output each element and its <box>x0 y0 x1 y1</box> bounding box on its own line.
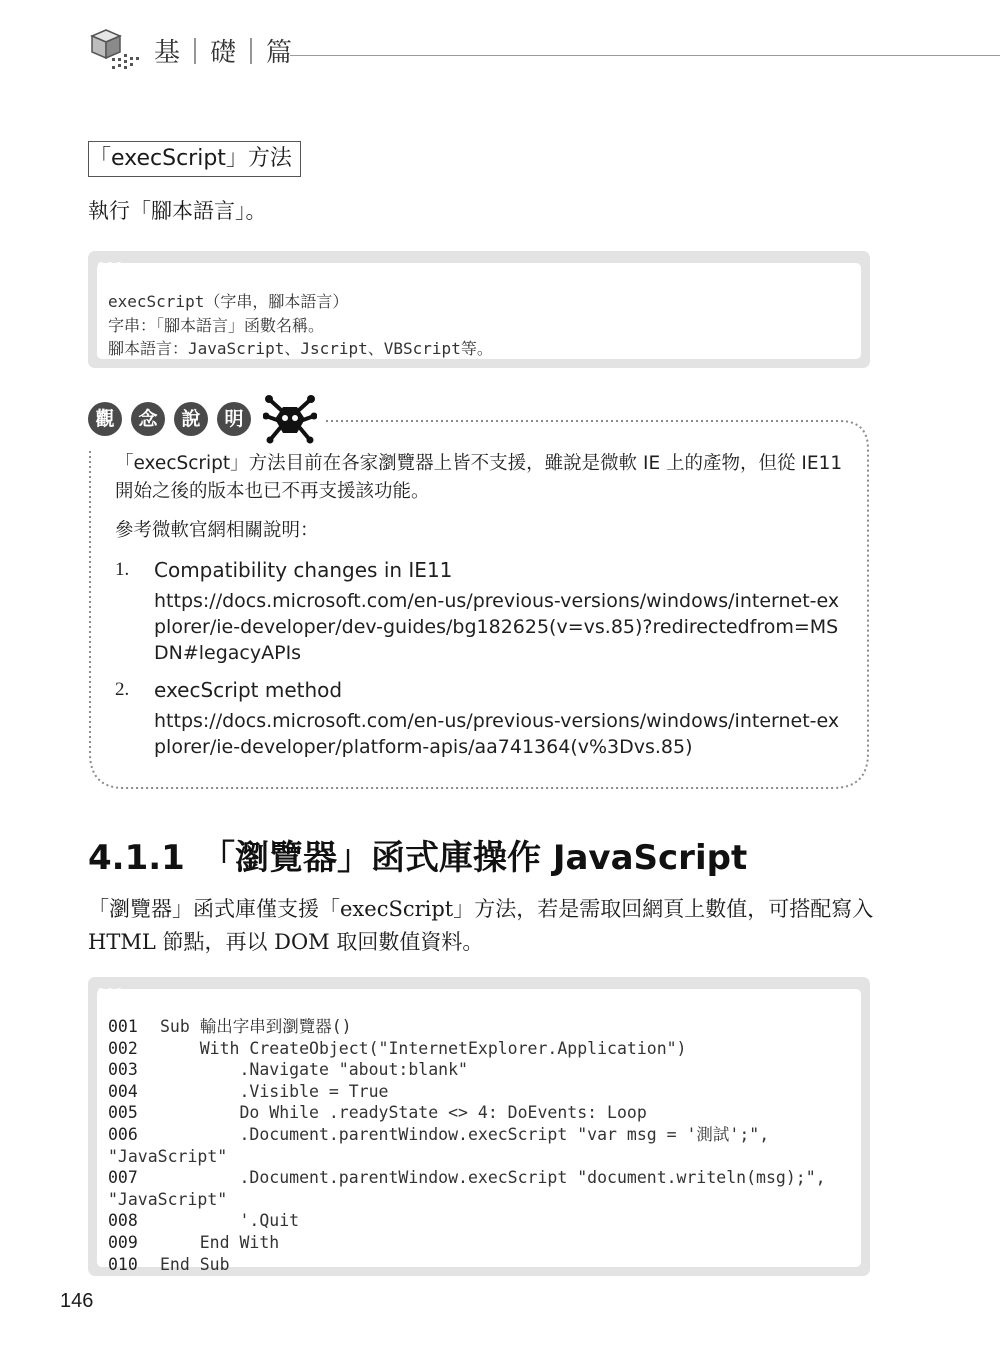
code-text: .Navigate "about:blank" <box>160 1060 468 1080</box>
section-title-text: 「瀏覽器」函式庫操作 JavaScript <box>201 838 748 878</box>
chapter-header-title: 基｜礎｜篇 <box>154 38 295 68</box>
syntax-line: 腳本語言：JavaScript、Jscript、VBScript等。 <box>108 339 493 358</box>
bug-icon <box>263 394 317 444</box>
badge-ming: 明 <box>217 402 251 436</box>
header-rule <box>290 55 1000 56</box>
reference-url[interactable]: https://docs.microsoft.com/en-us/previous-versions/windows/internet-explorer/ie-developer/platform-apis/aa741364(v%3Dvs.85) <box>154 710 840 758</box>
reference-title: execScript method <box>154 678 343 702</box>
line-number: 009 <box>108 1232 138 1252</box>
page-number: 146 <box>60 1290 94 1312</box>
chapter-header <box>88 26 1000 78</box>
code-line <box>108 1059 861 1081</box>
code-line <box>108 1210 861 1232</box>
badge-nian: 念 <box>131 402 165 436</box>
code-listing <box>88 977 870 1276</box>
code-line <box>108 1124 861 1146</box>
line-number: 008 <box>108 1211 138 1231</box>
section-number: 4.1.1 <box>88 838 185 878</box>
syntax-box <box>88 251 870 368</box>
code-line <box>108 1102 861 1124</box>
code-text: .Document.parentWindow.execScript "document.writeln(msg);", <box>160 1168 826 1188</box>
code-line <box>108 1016 861 1038</box>
line-number: 004 <box>108 1081 138 1101</box>
badge-guan: 觀 <box>88 402 122 436</box>
code-line <box>108 1038 861 1060</box>
code-line <box>108 1081 861 1103</box>
reference-item <box>115 555 850 666</box>
code-text: End With <box>160 1232 280 1252</box>
code-text: With CreateObject("InternetExplorer.Application") <box>160 1038 687 1058</box>
note-body <box>115 450 850 760</box>
code-text: .Document.parentWindow.execScript "var msg = '測試';", <box>160 1124 770 1144</box>
note-paragraph: 「execScript」方法目前在各家瀏覽器上皆不支援，雖說是微軟 IE 上的產物，但從 IE11 開始之後的版本也已不再支援該功能。 <box>115 453 843 502</box>
code-text: End Sub <box>160 1254 230 1274</box>
badge-shuo: 說 <box>174 402 208 436</box>
reference-title: Compatibility changes in IE11 <box>154 558 453 582</box>
code-line-continuation: "JavaScript" <box>108 1146 228 1166</box>
line-number: 006 <box>108 1124 138 1144</box>
cube-logo-icon <box>88 28 146 74</box>
code-line-continuation: "JavaScript" <box>108 1189 228 1209</box>
reference-number: 2. <box>115 679 130 700</box>
method-description: 執行「腳本語言」。 <box>88 199 267 223</box>
line-number: 003 <box>108 1060 138 1080</box>
reference-number: 1. <box>115 559 130 580</box>
reference-item <box>115 675 850 760</box>
section-paragraph: 「瀏覽器」函式庫僅支援「execScript」方法，若是需取回網頁上數值，可搭配寫入 HTML 節點，再以 DOM 取回數值資料。 <box>88 897 874 954</box>
line-number: 001 <box>108 1017 138 1036</box>
section-heading <box>88 830 747 879</box>
line-number: 007 <box>108 1168 138 1188</box>
code-text: '.Quit <box>160 1211 300 1231</box>
code-text: Sub 輸出字串到瀏覽器() <box>160 1017 352 1036</box>
syntax-line: execScript（字串，腳本語言） <box>108 292 349 311</box>
reference-url[interactable]: https://docs.microsoft.com/en-us/previous-versions/windows/internet-explorer/ie-developer/dev-guides/bg182625(v=vs.85)?redirectedfrom=MSDN#legacyAPIs <box>154 590 840 664</box>
concept-note <box>88 393 870 790</box>
syntax-box-content <box>97 263 861 359</box>
line-number: 010 <box>108 1254 138 1274</box>
code-line <box>108 1232 861 1254</box>
code-text: Do While .readyState <> 4: DoEvents: Loop <box>160 1103 647 1123</box>
line-number: 005 <box>108 1103 138 1123</box>
code-line <box>108 1254 861 1276</box>
syntax-line: 字串：「腳本語言」函數名稱。 <box>108 315 325 335</box>
note-paragraph: 參考微軟官網相關說明： <box>115 520 319 541</box>
line-number: 002 <box>108 1038 138 1058</box>
code-text: .Visible = True <box>160 1081 389 1101</box>
code-line <box>108 1167 861 1189</box>
code-listing-content <box>97 989 861 1274</box>
method-label-box: 「execScript」方法 <box>88 141 301 177</box>
